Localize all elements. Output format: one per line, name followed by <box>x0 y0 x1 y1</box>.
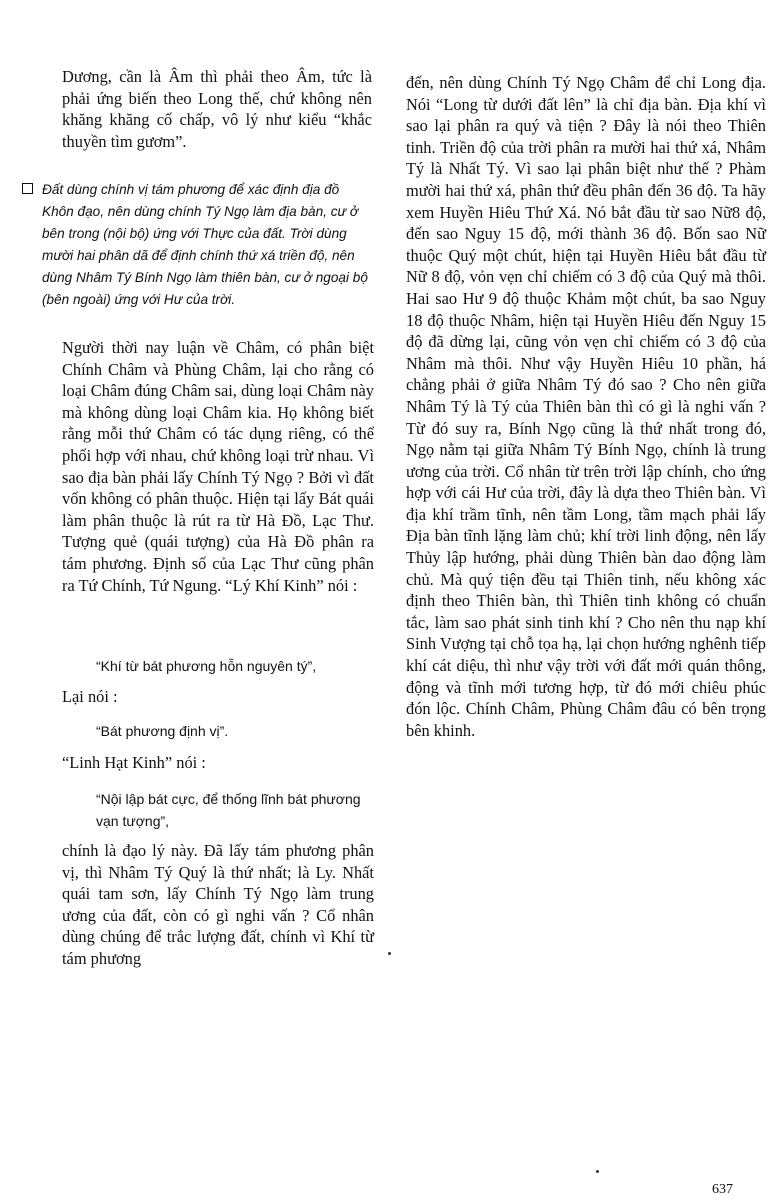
lai-noi-line: Lại nói : <box>62 687 118 706</box>
italic-note-text: Đất dùng chính vị tám phương để xác định địa đồ Khôn đạo, nên dùng chính Tý Ngọ làm địa bàn, cư ở bên trong (nội bộ) ứng với Thực của đất. Trời dùng mười hai phân dã để định chính thứ xá triền độ, nên dùng Nhâm Tý Bính Ngọ làm thiên bàn, cư ở ngoại bộ (bên ngoài) ứng với Hư của trời. <box>42 182 368 307</box>
scan-speck <box>388 952 391 955</box>
scan-speck <box>596 1170 599 1173</box>
quote-noi-lap: “Nội lập bát cực, để thống lĩnh bát phương vạn tượng”, <box>96 791 361 829</box>
italic-note <box>22 179 374 311</box>
right-body-paragraph: đến, nên dùng Chính Tý Ngọ Châm để chỉ Long địa. Nói “Long từ dưới đất lên” là chỉ địa bàn. Địa khí vì sao lại phân ra quý và tiện ? Đây là nói theo Thiên tinh. Triền độ của trời phân ra mười hai thứ xá, Nhâm Tý là Nhất Tý. Vì sao lại phân biệt như thế ? Phàm mười hai thứ xá, phân thứ đều phân đến 36 độ. Ta hãy xem Huyền Hiêu Thứ Xá. Nó bắt đầu từ sao Nữ8 độ, đến sao Nguy 15 độ, mới thành 36 độ. Bốn sao Nữ thuộc Quý một chút, hiện tại Huyền Hiêu bắt đầu từ Nữ 8 độ, vỏn vẹn chỉ chiếm có 3 độ của Quý mà thôi. Hai sao Hư 9 độ thuộc Khảm một chút, ba sao Nguy 18 độ thuộc Nhâm, hiện tại Huyền Hiêu đến Nguy 15 độ đã dừng lại, cũng vỏn vẹn chỉ chiếm có 3 độ của Nhâm mà thôi. Như vậy Huyền Hiêu 10 phần, há chẳng phải ở giữa Nhâm Tý đó sao ? Cho nên giữa Nhâm Tý là Tý của Thiên bàn thì có gì là nghi vấn ? Từ đó suy ra, Bính Ngọ cũng là thứ nhất trong đó, Ngọ nằm tại giữa Nhâm Tý Bính Ngọ, chính là trung ương của trời. Cổ nhân từ trên trời lập chính, cho ứng hợp với cái Hư của trời, đây là dựa theo Thiên bàn. Vì địa khí trầm tĩnh, nên tầm Long, tầm mạch phải lấy Địa bàn tĩnh lặng làm chủ; khí trời linh động, nên lấy Thủy lập hướng, phải dùng Thiên bàn dao động làm chủ. Mà quý tiện đều tại Thiên tinh, nếu không xác định theo Thiên bàn, thì Thiên tinh không có chuẩn tắc, làm sao phát sinh tinh khí ? Cho nên thu nạp khí Sinh Vượng tại chỗ tọa hạ, lại chọn hướng nghênh tiếp khí cát diệu, thì như vậy trời với đất mới quán thông, động và tĩnh mới tương hợp, từ đó mới chiêu phúc đón lộc. Chính Châm, Phùng Châm đâu có bên trọng bên khinh. <box>406 73 766 740</box>
left-body-paragraph: Người thời nay luận về Châm, có phân biệt Chính Châm và Phùng Châm, lại cho rằng có loại Châm đúng Châm sai, dùng loại Châm này mà không dùng loại Châm kia. Họ không biết rằng mỗi thứ Châm có tác dụng riêng, có thể phối hợp với nhau, chứ không loại trừ nhau. Vì sao địa bàn phải lấy Chính Tý Ngọ ? Bởi vì đất vốn không có phân thuộc. Hiện tại lấy Bát quái làm phân thuộc là rút ra từ Hà Đồ, Lạc Thư. Tượng quẻ (quái tượng) của Hà Đồ phân ra tám phương. Định số của Lạc Thư cũng phân ra Tứ Chính, Tứ Ngung. “Lý Khí Kinh” nói : <box>62 338 374 595</box>
quote-ly-khi-kinh: “Khí từ bát phương hỗn nguyên tý”, <box>96 658 317 674</box>
linh-hat-kinh-line: “Linh Hạt Kinh” nói : <box>62 753 206 772</box>
left-continuation-paragraph: Dương, cần là Âm thì phải theo Âm, tức là phải ứng biến theo Long thế, chứ không nên khăng khăng cố chấp, vô lý như kiểu “khắc thuyền tìm gươm”. <box>62 67 372 151</box>
quote-bat-phuong: “Bát phương định vị”. <box>96 723 229 739</box>
left-closing-paragraph: chính là đạo lý này. Đã lấy tám phương phân vị, thì Nhâm Tý Quý là thứ nhất; là Ly. Nhất quái tam sơn, lấy Chính Tý Ngọ làm trung ương của đất, còn có gì nghi vấn ? Cổ nhân dùng chúng để trắc lượng đất, chính vì Khí từ tám phương <box>62 841 374 968</box>
checkbox-square-icon <box>22 183 33 194</box>
page-number: 637 <box>712 1182 733 1197</box>
